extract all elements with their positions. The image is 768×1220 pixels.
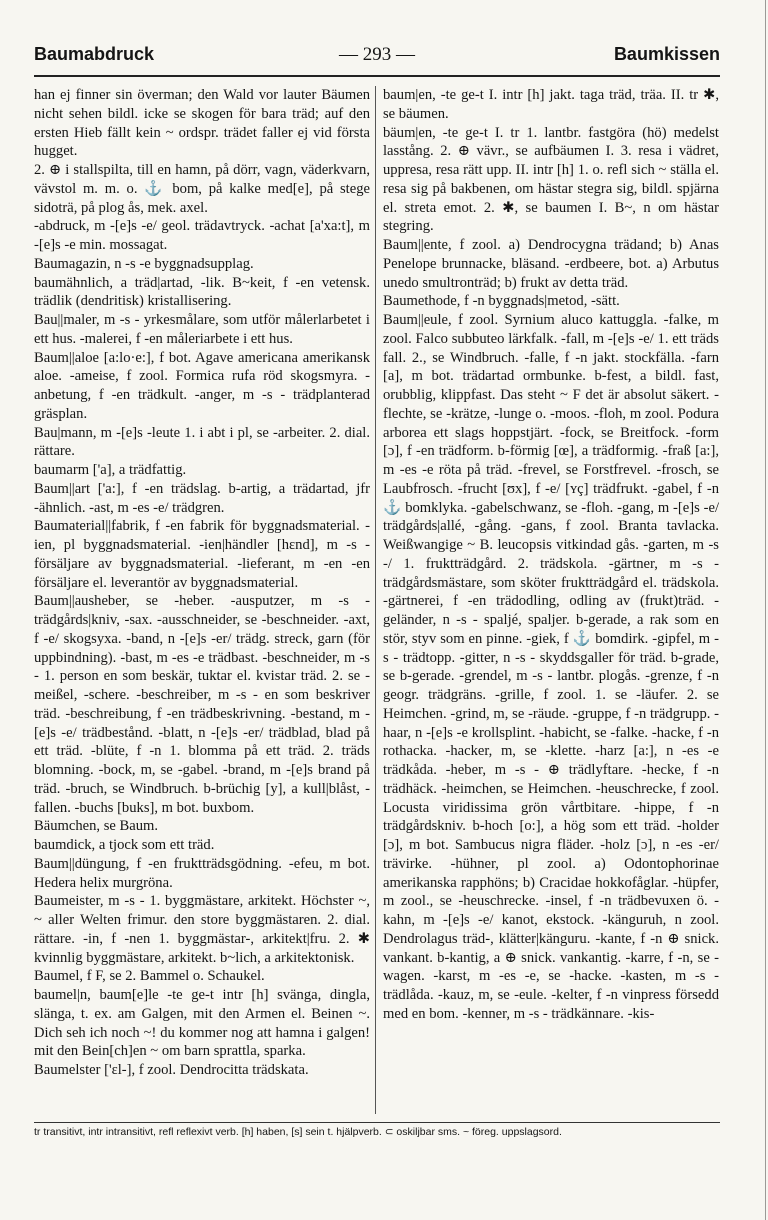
dictionary-entry: bäum|en, -te ge-t I. tr 1. lantbr. fastgöra (hö) medelst lasstång. 2. ⊕ vävr., se aufbäumen I. 3. resa i vädret, uppresa, resa rätt upp. II. intr [h] 1. o. refl sich ~ ställa el. resa sig på bakbenen, om hästar stegra sig, bildl. spjärna el. streta emot. 2. ✱, se baumen I. B~, n om hästar stegring.	[383, 124, 719, 235]
column-divider	[375, 86, 376, 1114]
dictionary-entry: Bau||maler, m -s - yrkesmålare, som utför målerlarbetet i ett hus. -malerei, f -en måleriarbete i ett hus.	[34, 312, 370, 347]
dictionary-entry: baumel|n, baum[e]le -te ge-t intr [h] svänga, dingla, slänga, t. ex. am Galgen, mit den Armen el. Beinen ~. Dich seh ich noch ~! du kommer nog att hamna i galgen! mit den Bein[ch]en ~ om barn sprattla, sparka.	[34, 987, 370, 1060]
dictionary-entry: 2. ⊕ i stallspilta, till en hamn, på dörr, vagn, väderkvarn, vävstol m. m. o. ⚓ bom, på kalke med[e], på stege sidoträ, på plog ås, mek. axel.	[34, 162, 370, 216]
dictionary-entry: Baumeister, m -s - 1. byggmästare, arkitekt. Höchster ~, ~ aller Welten frimur. den store byggmästaren. 2. dial. rättare. -in, f -nen 1. byggmästar-, arkitekt|fru. 2. ✱ kvinnlig byggmästare, arkitekt. b~lich, a arkitektonisk.	[34, 893, 370, 966]
dictionary-entry: Baum||art ['a:], f -en trädslag. b-artig, a trädartad, jfr -ähnlich. -ast, m -es -e/ trädgren.	[34, 480, 370, 516]
dictionary-entry: Baum||eule, f zool. Syrnium aluco kattuggla. -falke, m zool. Falco subbuteo lärkfalk. -fall, m -[e]s -e/ 1. ett träds fall. 2., se Windbruch. -falle, f -n jakt. stockfälla. -farn [a], m bot. trädartad ormbunke. b-fest, a bildl. fast, orubblig, klippfast. Das steht ~ F det är absolut säkert. -flechte, se -krätze, -lunge o. -moos. -floh, m zool. Podura arborea ett slags hoppstjärt. -fock, se Breitfock. -form [ɔ], f -en trädform. b-förmig [œ], a trädformig. -fraß [a:], m -es -e röta på träd. -frevel, se Forstfrevel. -frosch, se Laubfrosch. -frucht [ʊx], f -e/ [ʏç] trädfrukt. -gabel, f -n ⚓ bomklyka. -gabelschwanz, se -floh. -gang, m -[e]s -e/ trädgårds|allé, -gång. -gans, f zool. Branta tavlacka. Weißwangige ~ B. leucopsis vitkindad gås. -garten, m -s -/ 1. fruktträdgård. 2. trädskola. -gärtner, m -s - trädgårdsmästare, som sköter fruktträdgård el. trädskola. -gärtnerei, f -en trädodling, odling av (frukt)träd. -geländer, n -s - spaljé, spaljer. b-gerade, a rak som en stör, styv som en pinne. -giek, f ⚓ bomdirk. -gipfel, m -s - trädtopp. -gitter, n -s - skyddsgaller för träd. b-grade, se b-gerade. -grendel, m -s - lantbr. plogås. -grenze, f -n geogr. trädgräns. -grille, f zool. 1. se -läufer. 2. se Heimchen. -grind, m, se -räude. -gruppe, f -n trädgrupp. -haar, n -[e]s -e krollsplint. -habicht, se -falke. -hacke, f -n rothacka. -hacker, m, se -klette. -harz [a:], n -es -e trädkåda. -heber, m -s - ⊕ trädlyftare. -hecke, f -n trädhäck. -heimchen, se Heimchen. -heuschrecke, f zool. Locusta viridissima grön vårtbitare. -hippe, f -n trädgårdskniv. b-hoch [o:], a hög som ett träd. -holder [ɔ], m bot. Sambucus nigra fläder. -holz [ɔ], n -es -er/ trävirke. -hühner, pl zool. a) Odontophorinae amerikanska rapphöns; b) Cracidae hokkofåglar. -hüpfer, m zool., se -heuschrecke. -insel, f -n trädbevuxen ö. -kahn, m -[e]s -e/ kanot, ekstock. -känguruh, n zool. Dendrolagus träd-, klätter|känguru. -kante, f -n ⊕ snick. vankant. b-kantig, a ⊕ snick. vankantig. -karre, f -n, se -wagen. -karst, m -es -e, se -hacke. -kasten, m -s - trädlåda. -kauz, m, se -eule. -kelter, f -n vinpress försedd med en bom. -kenner, m -s - trädkännare. -kis-	[383, 312, 719, 1022]
dictionary-entry: baum|en, -te ge-t I. intr [h] jakt. taga träd, träa. II. tr ✱, se bäumen.	[383, 87, 719, 122]
dictionary-entry: Baum||aloe [a:lo·e:], f bot. Agave americana amerikansk aloe. -ameise, f zool. Formica rufa röd skogsmyra. -anbetung, f -en trädkult. -anger, m -s - trädplanterad gräsplan.	[34, 349, 370, 422]
dictionary-entry: Baum||ausheber, se -heber. -ausputzer, m -s - trädgårds|kniv, -sax. -ausschneider, se -beschneider. -axt, f -e/ skogsyxa. -band, n -[e]s -er/ trädg. streck, garn (för uppbindning). -bast, m -es -e trädbast. -beschneider, m -s - 1. person en som beskär, tuktar el. kvistar träd. 2. se -meißel, -schere. -beschreiber, m -s - en som beskriver träd. -beschreibung, f -en trädbeskrivning. -bestand, m -[e]s -e/ trädbestånd. -blatt, n -[e]s -er/ trädblad, blad på ett träd. -blüte, f -n 1. blomma på ett träd. 2. träds blomning. -bock, m, se -gabel. -brand, m -[e]s brand på träd. -bruch, se Windbruch. b-brüchig [y], a kull|blåst, -fallen. -buchs [buks], m bot. buxbom.	[34, 593, 370, 816]
dictionary-entry: Baum||ente, f zool. a) Dendrocygna trädand; b) Anas Penelope brunnacke, bläsand. -erdbeere, bot. a) Arbutus unedo smultronträd; b) frukt av detta träd.	[383, 237, 719, 291]
dictionary-entry: Baumaterial||fabrik, f -en fabrik för byggnadsmaterial. -ien, pl byggnadsmaterial. -ien|händler [hɛnd], m -s - försäljare av byggnadsmaterial. -lieferant, m -en -en försäljare el. leverantör av byggnadsmaterial.	[34, 518, 370, 591]
right-column	[383, 86, 719, 1114]
header-rule	[34, 75, 720, 77]
left-column	[34, 86, 370, 1114]
dictionary-entry: Baumel, f F, se 2. Bammel o. Schaukel.	[34, 968, 265, 985]
dictionary-entry: Baumelster ['ɛl-], f zool. Dendrocitta trädskata.	[34, 1062, 309, 1078]
dictionary-entry: baumähnlich, a träd|artad, -lik. B~keit, f -en vetensk. trädlik (dendritisk) kristallisering.	[34, 274, 370, 310]
dictionary-entry: Baumagazin, n -s -e byggnadsupplag.	[34, 255, 254, 272]
dictionary-entry: Baumethode, f -n byggnads|metod, -sätt.	[383, 293, 620, 310]
page-header	[34, 44, 720, 70]
dictionary-entry: Bäumchen, se Baum.	[34, 818, 159, 835]
page-edge	[765, 0, 766, 1220]
page-number: — 293 —	[339, 44, 415, 65]
dictionary-entry: Baum||düngung, f -en fruktträdsgödning. -efeu, m bot. Hedera helix murgröna.	[34, 855, 370, 891]
abbreviation-legend: tr transitivt, intr intransitivt, refl reflexivt verb. [h] haben, [s] sein t. hjälpverb. ⊂ oskiljbar sms. ~ föreg. uppslagsord.	[34, 1126, 562, 1138]
dictionary-entry: han ej finner sin överman; den Wald vor lauter Bäumen nicht sehen bildl. icke se skogen för bara träd; auf den ersten Hieb fällt kein ~ ordspr. trädet faller ej vid första hugget.	[34, 87, 370, 160]
dictionary-entry: baumdick, a tjock som ett träd.	[34, 837, 215, 853]
header-last-word: Baumkissen	[613, 44, 720, 64]
footer-rule	[34, 1122, 720, 1123]
header-first-word: Baumabdruck	[34, 44, 155, 64]
dictionary-entry: baumarm ['a], a trädfattig.	[34, 462, 187, 478]
dictionary-entry: -abdruck, m -[e]s -e/ geol. trädavtryck. -achat [a'xa:t], m -[e]s -e min. mossagat.	[34, 218, 370, 253]
dictionary-entry: Bau|mann, m -[e]s -leute 1. i abt i pl, se -arbeiter. 2. dial. rättare.	[34, 424, 370, 460]
